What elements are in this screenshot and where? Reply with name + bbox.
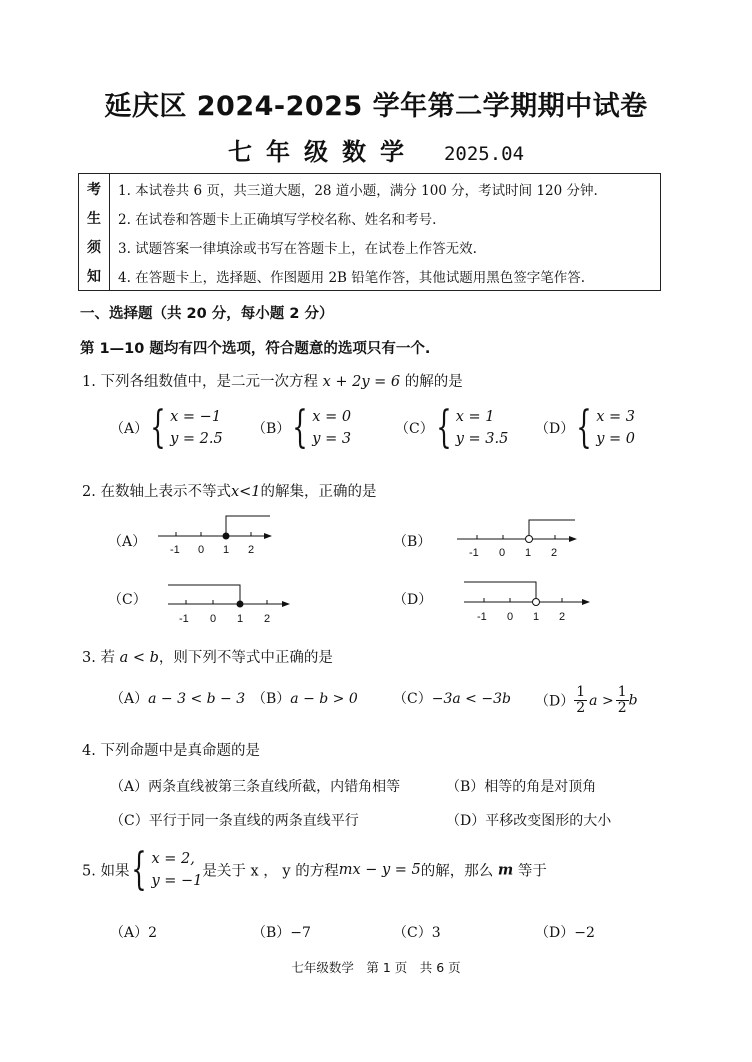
q1-d-row1: x = 3: [596, 409, 636, 425]
number-line-b: [455, 510, 585, 560]
q1-option-a: [110, 402, 223, 453]
question-3-stem: [82, 646, 333, 667]
q3-option-b-label: （B）: [252, 691, 291, 707]
q3-option-a-expr: a − 3 < b − 3: [148, 691, 246, 707]
q5-option-c: （C）3: [393, 925, 441, 941]
q1-option-d: [535, 402, 636, 453]
q5-end: 等于: [517, 863, 547, 880]
tick-label: 1: [237, 613, 244, 625]
q4-option-d: （D）平移改变图形的大小: [446, 813, 612, 829]
q5-option-a: （A）2: [110, 925, 158, 941]
tick-label: -1: [469, 547, 479, 559]
notice-side-3: 须: [79, 232, 110, 261]
question-4-stem: 4. 下列命题中是真命题的是: [82, 743, 260, 759]
q3-option-d-label: （D）: [535, 693, 575, 710]
brace-icon: {: [436, 402, 452, 453]
q1-c-row2: y = 3.5: [455, 431, 509, 447]
notice-item-2: 2. 在试卷和答题卡上正确填写学校名称、姓名和考号.: [118, 211, 437, 228]
tick-label: 1: [525, 547, 532, 559]
notice-item-1: 1. 本试卷共 6 页，共三道大题，28 道小题，满分 100 分，考试时间 120 分钟.: [118, 182, 598, 199]
section-instruction: 第 1—10 题均有四个选项，符合题意的选项只有一个.: [80, 341, 431, 357]
q2-option-c-label: （C）: [108, 592, 147, 608]
number-line-a: [150, 510, 280, 560]
tick-label: -1: [477, 611, 487, 623]
q5-prefix: 5. 如果: [82, 863, 130, 880]
tick-label: 0: [507, 611, 514, 623]
q1-prefix: 1. 下列各组数值中，是二元一次方程: [82, 374, 318, 390]
q3-option-b-expr: a − b > 0: [290, 691, 358, 707]
q4-option-a: （A）两条直线被第三条直线所截，内错角相等: [110, 779, 401, 795]
fraction-half: $\frac{1}{2}$: [576, 684, 586, 716]
tick-label: -1: [170, 544, 180, 556]
notice-side-4: 知: [79, 261, 110, 291]
notice-side-1: 考: [79, 174, 110, 204]
q3-option-c-label: （C）: [393, 691, 432, 707]
tick-label: -1: [179, 613, 189, 625]
q3-option-d-end: b: [628, 692, 638, 709]
q5-variable: m: [497, 861, 514, 879]
subject-label: 七年级数学: [227, 138, 418, 166]
q2-inequality: x<1: [230, 484, 261, 500]
page-footer: 七年级数学 第 1 页 共 6 页: [291, 960, 461, 975]
q1-b-row2: y = 3: [312, 431, 352, 447]
q5-option-d: （D）−2: [535, 925, 595, 941]
q1-option-c-label: （C）: [395, 421, 434, 437]
q1-option-d-label: （D）: [535, 421, 575, 437]
q1-option-b-label: （B）: [252, 421, 291, 437]
notice-item-4: 4. 在答题卡上，选择题、作图题用 2B 铅笔作答，其他试题用黑色签字笔作答.: [118, 269, 586, 286]
q1-suffix: 的解的是: [404, 374, 463, 390]
tick-label: 2: [264, 613, 271, 625]
q1-option-a-label: （A）: [110, 421, 149, 437]
q1-c-row1: x = 1: [455, 409, 495, 425]
exam-subtitle: [0, 132, 752, 167]
q5-row1: x = 2,: [151, 851, 195, 867]
q3-prefix: 3. 若: [82, 650, 115, 666]
q3-option-a: [110, 688, 245, 708]
q1-equation: x + 2y = 6: [322, 374, 401, 390]
q3-suffix: ，则下列不等式中正确的是: [158, 650, 333, 666]
tick-label: 2: [248, 544, 255, 556]
tick-label: 0: [499, 547, 506, 559]
q5-row2: y = −1: [151, 873, 203, 889]
q3-option-c: [393, 688, 511, 708]
question-5-stem: [82, 844, 547, 895]
q2-option-b-label: （B）: [393, 534, 432, 550]
brace-icon: {: [150, 402, 166, 453]
q3-option-a-label: （A）: [110, 691, 149, 707]
q4-option-c: （C）平行于同一条直线的两条直线平行: [110, 813, 359, 829]
section-title: 一、选择题（共 20 分，每小题 2 分）: [80, 306, 334, 322]
q2-prefix: 2. 在数轴上表示不等式: [82, 484, 231, 500]
q1-b-row1: x = 0: [312, 409, 352, 425]
question-2-stem: [82, 480, 377, 501]
tick-label: 1: [223, 544, 230, 556]
tick-label: 0: [198, 544, 205, 556]
question-1-stem: [82, 370, 463, 391]
q1-option-c: [395, 402, 509, 453]
number-line-d: [460, 575, 600, 625]
q1-d-row2: y = 0: [596, 431, 636, 447]
q2-option-a-label: （A）: [108, 534, 147, 550]
fraction-half: $\frac{1}{2}$: [617, 684, 627, 716]
q3-option-c-expr: −3a < −3b: [431, 691, 511, 707]
notice-box: [78, 173, 661, 291]
brace-icon: {: [292, 402, 308, 453]
exam-title: 延庆区 2024-2025 学年第二学期期中试卷: [104, 91, 648, 122]
tick-label: 2: [559, 611, 566, 623]
q5-middle: 是关于 x ， y 的方程: [202, 863, 339, 880]
brace-icon: {: [131, 844, 148, 895]
notice-item-3: 3. 试题答案一律填涂或书写在答题卡上，在试卷上作答无效.: [118, 240, 477, 257]
tick-label: 1: [533, 611, 540, 623]
q3-option-b: [252, 688, 358, 708]
q3-option-d-mid: a >: [589, 692, 614, 709]
q4-option-b: （B）相等的角是对顶角: [446, 779, 597, 795]
q1-a-row2: y = 2.5: [170, 431, 223, 447]
q1-a-row1: x = −1: [170, 409, 222, 425]
number-line-c: [160, 578, 300, 628]
q3-option-d: [535, 685, 638, 716]
exam-date: 2025.04: [443, 143, 525, 165]
brace-icon: {: [576, 402, 592, 453]
q2-suffix: 的解集，正确的是: [260, 484, 377, 500]
q5-equation: mx − y = 5: [338, 862, 421, 878]
q5-option-b: （B）−7: [252, 925, 311, 941]
notice-side-2: 生: [79, 203, 110, 232]
tick-label: 2: [551, 547, 558, 559]
q1-option-b: [252, 402, 352, 453]
q3-condition: a < b: [119, 650, 159, 666]
tick-label: 0: [210, 613, 217, 625]
q5-suffix: 的解，那么: [420, 863, 494, 880]
q2-option-d-label: （D）: [393, 592, 433, 608]
